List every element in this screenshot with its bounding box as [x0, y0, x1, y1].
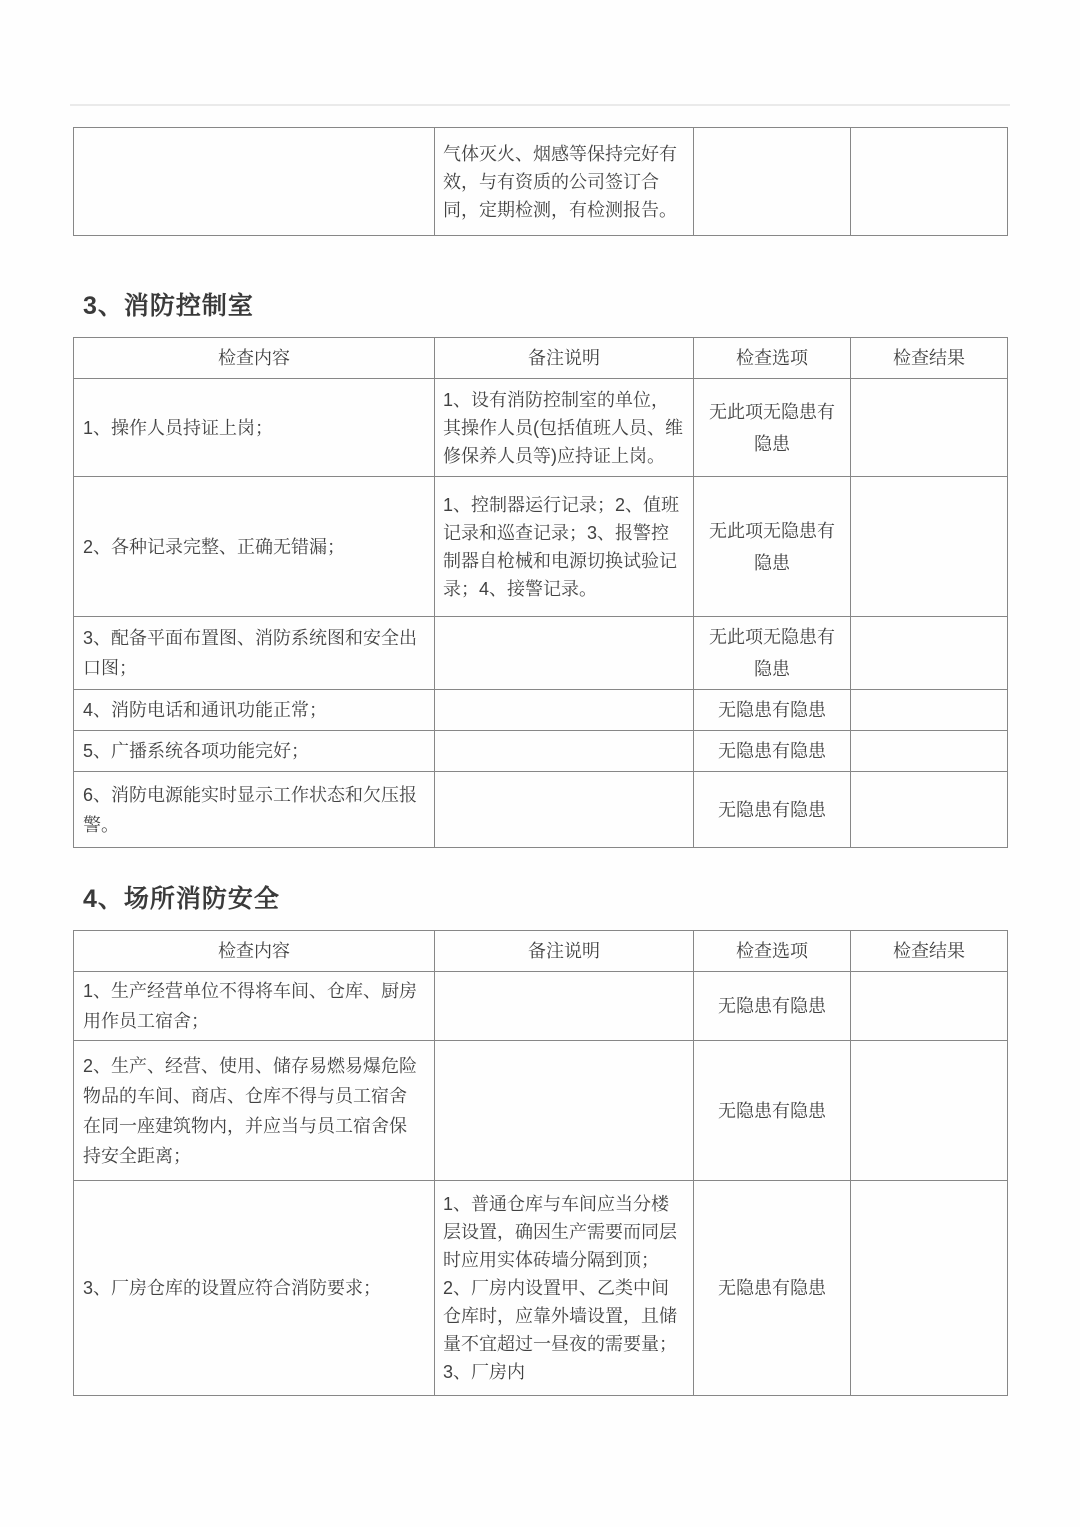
continuation-table: [73, 127, 1008, 236]
column-header-remark: 备注说明: [435, 338, 694, 379]
cell-remark: [435, 731, 694, 772]
column-header-remark: 备注说明: [435, 931, 694, 972]
table-header-row: [74, 931, 1008, 972]
cell-check-option: 无隐患有隐患: [694, 772, 851, 848]
column-header-check-option: 检查选项: [694, 338, 851, 379]
cell-check-content: 3、配备平面布置图、消防系统图和安全出口图；: [74, 617, 435, 690]
cell-check-result: [851, 690, 1008, 731]
cell-check-result: [851, 379, 1008, 477]
cell-remark: [435, 1041, 694, 1181]
cell-check-option: 无隐患有隐患: [694, 731, 851, 772]
cell-check-result: [851, 772, 1008, 848]
table-row: [74, 972, 1008, 1041]
cell-remark: 1、设有消防控制室的单位，其操作人员(包括值班人员、维修保养人员等)应持证上岗。: [435, 379, 694, 477]
column-header-check-result: 检查结果: [851, 338, 1008, 379]
cell-check-option: 无此项无隐患有隐患: [694, 379, 851, 477]
cell-check-option: 无隐患有隐患: [694, 972, 851, 1041]
cell-check-result: [851, 128, 1008, 236]
cell-remark: 1、控制器运行记录；2、值班记录和巡查记录；3、报警控制器自枪械和电源切换试验记录；4、接警记录。: [435, 477, 694, 617]
cell-check-content: 1、操作人员持证上岗；: [74, 379, 435, 477]
column-header-check-result: 检查结果: [851, 931, 1008, 972]
cell-check-content: 1、生产经营单位不得将车间、仓库、厨房用作员工宿舍；: [74, 972, 435, 1041]
cell-check-content: [74, 128, 435, 236]
cell-check-content: 2、各种记录完整、正确无错漏；: [74, 477, 435, 617]
column-header-check-option: 检查选项: [694, 931, 851, 972]
cell-check-option: 无隐患有隐患: [694, 1181, 851, 1396]
table-row: [74, 617, 1008, 690]
fire-control-room-table: [73, 337, 1008, 848]
cell-check-content: 2、生产、经营、使用、储存易燃易爆危险物品的车间、商店、仓库不得与员工宿舍在同一座建筑物内，并应当与员工宿舍保持安全距离；: [74, 1041, 435, 1181]
section-title-site-fire-safety: 4、场所消防安全: [83, 885, 280, 913]
column-header-check-content: 检查内容: [74, 338, 435, 379]
column-header-check-content: 检查内容: [74, 931, 435, 972]
cell-check-option: 无此项无隐患有隐患: [694, 617, 851, 690]
table-header-row: [74, 338, 1008, 379]
cell-remark: [435, 690, 694, 731]
cell-remark: 1、普通仓库与车间应当分楼层设置，确因生产需要而同层时应用实体砖墙分隔到顶；2、厂房内设置甲、乙类中间仓库时，应靠外墙设置，且储量不宜超过一昼夜的需要量；3、厂房内: [435, 1181, 694, 1396]
cell-check-result: [851, 1041, 1008, 1181]
cell-check-result: [851, 731, 1008, 772]
cell-remark: 气体灭火、烟感等保持完好有效，与有资质的公司签订合同，定期检测，有检测报告。: [435, 128, 694, 236]
cell-check-content: 5、广播系统各项功能完好；: [74, 731, 435, 772]
table-row: [74, 379, 1008, 477]
cell-check-content: 4、消防电话和通讯功能正常；: [74, 690, 435, 731]
cell-remark: [435, 617, 694, 690]
cell-check-content: 3、厂房仓库的设置应符合消防要求；: [74, 1181, 435, 1396]
table-row: [74, 731, 1008, 772]
table-row: [74, 1181, 1008, 1396]
cell-check-result: [851, 1181, 1008, 1396]
table-row: [74, 690, 1008, 731]
table-row: [74, 477, 1008, 617]
cell-check-result: [851, 972, 1008, 1041]
cell-check-content: 6、消防电源能实时显示工作状态和欠压报警。: [74, 772, 435, 848]
cell-remark: [435, 772, 694, 848]
table-row: [74, 1041, 1008, 1181]
table-row: [74, 772, 1008, 848]
cell-check-option: 无此项无隐患有隐患: [694, 477, 851, 617]
cell-check-option: [694, 128, 851, 236]
cell-check-option: 无隐患有隐患: [694, 690, 851, 731]
site-fire-safety-table: [73, 930, 1008, 1396]
cell-remark: [435, 972, 694, 1041]
cell-check-result: [851, 477, 1008, 617]
table-row: [74, 128, 1008, 236]
page-top-cut-line: [70, 104, 1010, 106]
section-title-fire-control-room: 3、消防控制室: [83, 292, 254, 320]
cell-check-option: 无隐患有隐患: [694, 1041, 851, 1181]
cell-check-result: [851, 617, 1008, 690]
